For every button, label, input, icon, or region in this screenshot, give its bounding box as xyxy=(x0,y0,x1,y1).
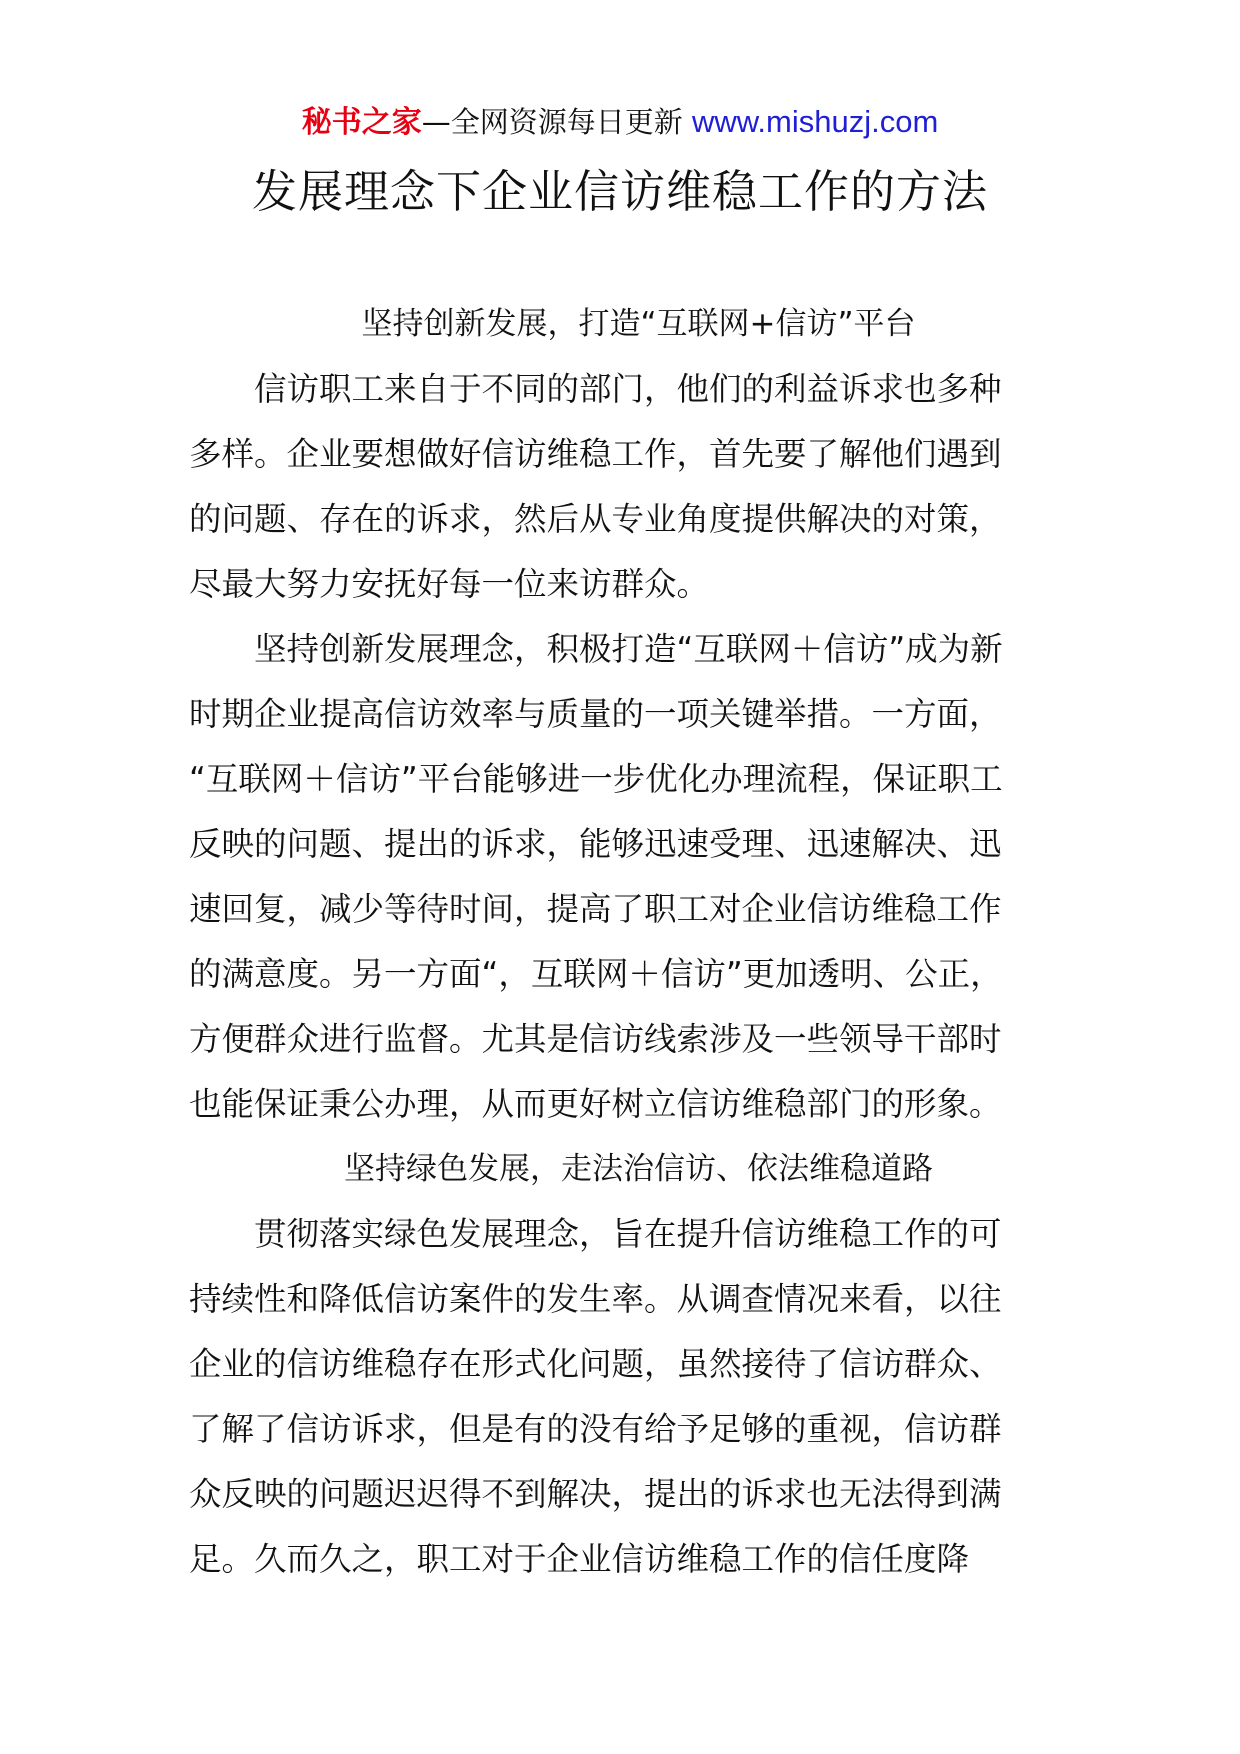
document-title: 发展理念下企业信访维稳工作的方法 xyxy=(251,165,988,218)
section-heading: 坚持创新发展，打造“互联网+信访”平台 xyxy=(361,306,916,342)
body-text-line: 信访职工来自于不同的部门，他们的利益诉求也多种 xyxy=(189,370,1002,408)
section-heading: 坚持绿色发展，走法治信访、依法维稳道路 xyxy=(344,1151,933,1187)
body-text-line: 尽最大努力安抚好每一位来访群众。 xyxy=(189,565,710,603)
body-text-line: 众反映的问题迟迟得不到解决，提出的诉求也无法得到满 xyxy=(189,1475,1002,1513)
body-text-line: 反映的问题、提出的诉求，能够迅速受理、迅速解决、迅 xyxy=(189,825,1002,863)
body-text-line: 的问题、存在的诉求，然后从专业角度提供解决的对策， xyxy=(189,500,1002,538)
body-text-line: 速回复，减少等待时间，提高了职工对企业信访维稳工作 xyxy=(189,890,1002,928)
body-text-line: 贯彻落实绿色发展理念，旨在提升信访维稳工作的可 xyxy=(189,1215,1002,1253)
body-text-line: “互联网＋信访”平台能够进一步优化办理流程，保证职工 xyxy=(189,760,1003,798)
body-text-line: 持续性和降低信访案件的发生率。从调查情况来看，以往 xyxy=(189,1280,1002,1318)
site-header xyxy=(0,100,1240,145)
body-text-line: 的满意度。另一方面“，互联网＋信访”更加透明、公正， xyxy=(189,955,1003,993)
body-text-line: 多样。企业要想做好信访维稳工作，首先要了解他们遇到 xyxy=(189,435,1002,473)
site-brand: 秘书之家 xyxy=(301,105,422,140)
body-text-line: 了解了信访诉求，但是有的没有给予足够的重视，信访群 xyxy=(189,1410,1002,1448)
document-body xyxy=(189,292,1054,1592)
site-tagline: —全网资源每日更新 xyxy=(421,105,683,139)
body-text-line: 坚持创新发展理念，积极打造“互联网＋信访”成为新 xyxy=(189,630,1003,668)
body-text-line: 方便群众进行监督。尤其是信访线索涉及一些领导干部时 xyxy=(189,1020,1002,1058)
body-text-line: 足。久而久之，职工对于企业信访维稳工作的信任度降 xyxy=(189,1540,970,1578)
body-text-line: 企业的信访维稳存在形式化问题，虽然接待了信访群众、 xyxy=(189,1345,1002,1383)
body-text-line: 时期企业提高信访效率与质量的一项关键举措。一方面， xyxy=(189,695,1002,733)
body-text-line: 也能保证秉公办理，从而更好树立信访维稳部门的形象。 xyxy=(189,1085,1002,1123)
site-url-link[interactable]: www.mishuzj.com xyxy=(691,104,939,139)
